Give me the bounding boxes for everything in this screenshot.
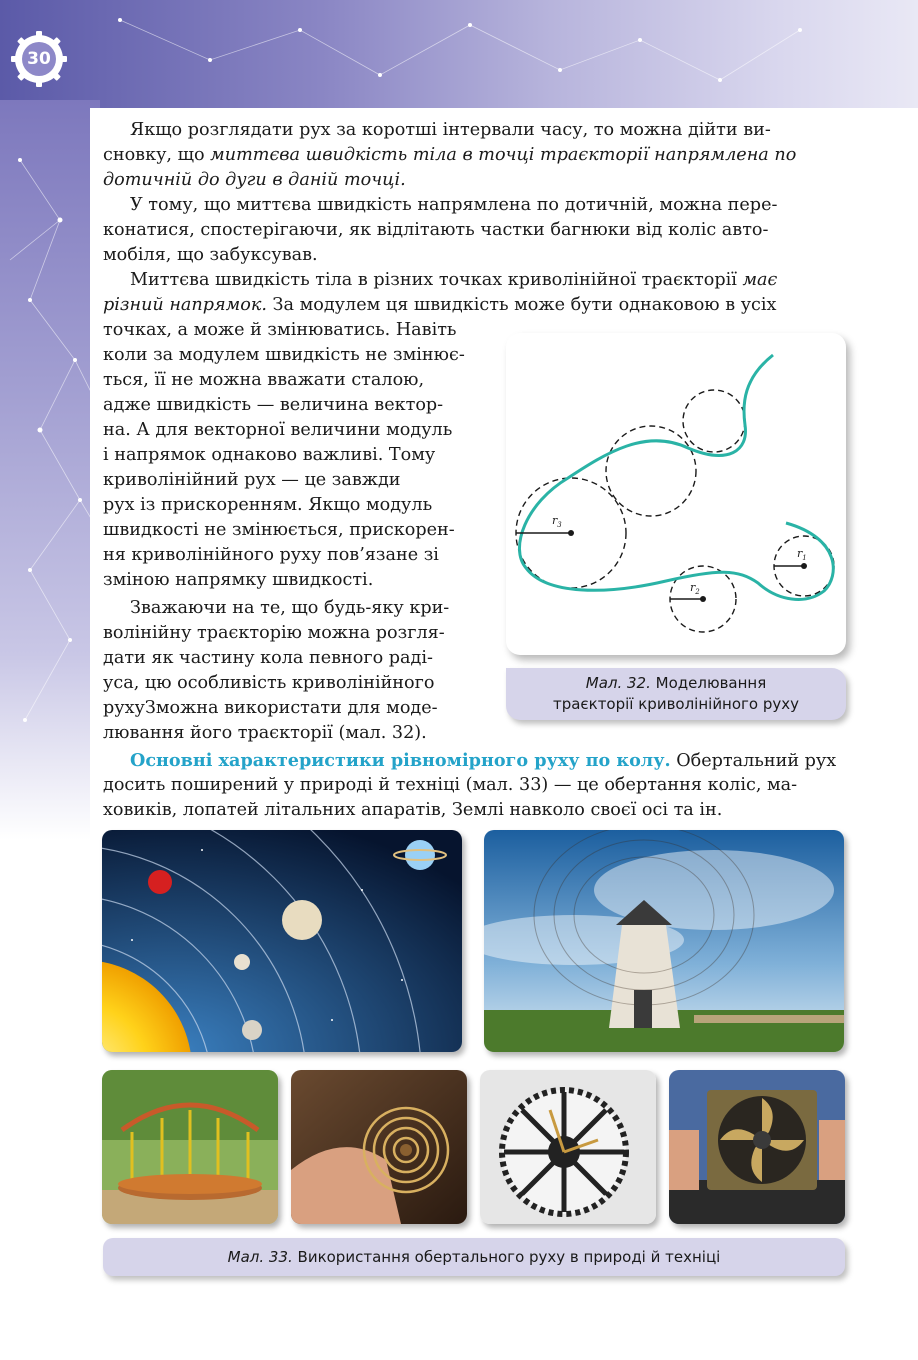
text-line: У тому, що миттєва швидкість напрямлена по дотичній, можна пере- — [130, 195, 778, 215]
text-line: адже швидкість — величина вектор- — [103, 395, 444, 415]
center-r1 — [801, 563, 807, 569]
photo-cooler-fan — [669, 1070, 845, 1224]
text-line: точках, а може й змінюватись. Навіть — [103, 320, 457, 340]
text-line: швидкості не змінюється, прискорен- — [103, 520, 455, 540]
text-line: дати як частину кола певного раді- — [103, 648, 433, 668]
text-line: ня криволінійного руху пов’язане зі — [103, 545, 439, 565]
photo-clock — [480, 1070, 656, 1224]
center-r2 — [700, 596, 706, 602]
photo-solar-system — [102, 830, 462, 1052]
photo-windmill — [484, 830, 844, 1052]
text-line: зміною напрямку швидкості. — [103, 570, 374, 590]
circle-small-top — [683, 390, 745, 452]
label-r1: $r_1$ — [797, 547, 807, 562]
text-line: Зважаючи на те, що будь-яку кри- — [130, 598, 450, 618]
label-r3: $r_3$ — [552, 514, 562, 529]
figure-32-diagram — [506, 333, 846, 655]
text-line: досить поширений у природі й техніці (мал. 33) — це обертання коліс, ма- — [103, 775, 798, 795]
text-line: Основні характеристики рівномірного руху по колу. Обертальний рух — [130, 750, 837, 771]
page-number: 30 — [27, 49, 51, 69]
text-line: різний напрямок. За модулем ця швидкість може бути однаковою в усіх — [103, 295, 777, 315]
trajectory-diagram — [506, 333, 846, 655]
figure-33-caption: Мал. 33. Використання обертального руху в природі й техніці — [103, 1238, 845, 1276]
text-line: ховиків, лопатей літальних апаратів, Землі навколо своєї осі та ін. — [103, 800, 723, 820]
text-line: рух із прискоренням. Якщо модуль — [103, 495, 433, 515]
section-heading: Основні характеристики рівномірного руху по колу. — [130, 750, 671, 771]
text-line: рухуЗможна використати для моде- — [103, 698, 438, 718]
text-line: коли за модулем швидкість не змінює- — [103, 345, 465, 365]
trajectory-curve — [519, 355, 833, 599]
text-line: Якщо розглядати рух за коротші інтервали часу, то можна дійти ви- — [130, 120, 771, 140]
figure-32-caption: Мал. 32. Моделювання траєкторії криволінійного руху — [506, 668, 846, 720]
center-r3 — [568, 530, 574, 536]
text-line: ться, її не можна вважати сталою, — [103, 370, 425, 390]
text-line: конатися, спостерігаючи, як відлітають частки багнюки від коліс авто- — [103, 220, 769, 240]
text-line: на. А для векторної величини модуль — [103, 420, 453, 440]
photo-fidget-spinner — [291, 1070, 467, 1224]
text-line: сновку, що миттєва швидкість тіла в точці траєкторії напрямлена по — [103, 145, 797, 165]
label-r2: $r_2$ — [690, 581, 700, 596]
text-line: дотичній до дуги в даній точці. — [103, 170, 406, 190]
text-line: уса, цю особливість криволінійного — [103, 673, 435, 693]
text-line: Миттєва швидкість тіла в різних точках криволінійної траєкторії має — [130, 270, 778, 290]
text-line: і напрямок однаково важливі. Тому — [103, 445, 436, 465]
text-line: мобіля, що забуксував. — [103, 245, 318, 265]
text-line: волінійну траєкторію можна розгля- — [103, 623, 445, 643]
photo-carousel — [102, 1070, 278, 1224]
text-line: лювання його траєкторії (мал. 32). — [103, 723, 427, 743]
text-line: криволінійний рух — це завжди — [103, 470, 401, 490]
